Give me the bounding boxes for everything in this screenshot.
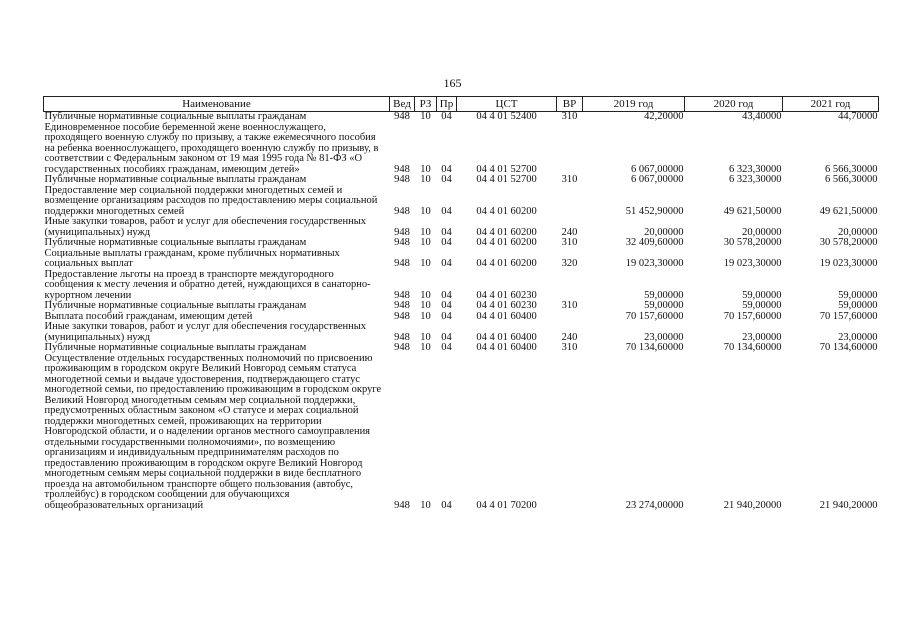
table-row — [44, 322, 879, 343]
row-rz: 10 — [420, 331, 431, 343]
row-name: Социальные выплаты гражданам, кроме публичных нормативных социальных выплат — [44, 247, 340, 269]
table-row — [44, 343, 879, 354]
column-header-pr: Пр — [437, 97, 457, 112]
table-row — [44, 186, 879, 218]
row-2020: 59,00000 — [742, 300, 782, 311]
row-pr: 04 — [441, 163, 452, 175]
row-vr — [557, 312, 583, 323]
row-cst: 04 4 01 52700 — [476, 163, 537, 175]
table-body — [44, 112, 879, 512]
column-header-name: Наименование — [44, 97, 390, 112]
row-name: Публичные нормативные социальные выплаты гражданам — [44, 237, 307, 248]
table-row — [44, 354, 879, 512]
row-2020: 23,00000 — [742, 331, 782, 343]
table-header-row — [44, 97, 879, 112]
row-pr: 04 — [441, 226, 452, 238]
row-2020: 6 323,30000 — [729, 174, 782, 185]
row-vr: 310 — [561, 342, 578, 353]
row-cst: 04 4 01 60200 — [476, 237, 537, 248]
row-2021: 21 940,20000 — [819, 499, 878, 511]
row-vr: 240 — [561, 331, 578, 343]
column-header-2021: 2021 год — [783, 97, 879, 112]
table-row — [44, 238, 879, 249]
table-row — [44, 249, 879, 270]
table-row — [44, 217, 879, 238]
row-2021: 59,00000 — [838, 289, 878, 301]
table-row — [44, 175, 879, 186]
column-header-2020: 2020 год — [685, 97, 783, 112]
row-2019: 42,20000 — [644, 111, 684, 122]
table-row — [44, 301, 879, 312]
row-ved: 948 — [394, 342, 410, 353]
row-vr — [557, 354, 583, 512]
row-name: Публичные нормативные социальные выплаты гражданам — [44, 342, 307, 353]
row-cst: 04 4 01 60400 — [476, 342, 537, 353]
row-pr: 04 — [441, 237, 452, 248]
row-cst: 04 4 01 60200 — [476, 226, 537, 238]
row-vr: 240 — [561, 226, 578, 238]
row-2020: 70 157,60000 — [723, 310, 782, 322]
row-2019: 6 067,00000 — [631, 163, 684, 175]
table-row — [44, 123, 879, 176]
row-cst: 04 4 01 52700 — [476, 174, 537, 185]
row-2020: 59,00000 — [742, 289, 782, 301]
row-pr: 04 — [441, 111, 452, 122]
row-name: Осуществление отдельных государственных полномочий по присвоению проживающим в городском округе Великий Новгород семьям статуса многодетной семьи и выдаче удостоверения, подтверждающего статус многодетной семьи, по предоставлению проживающим в городском округе Великий Новгород многодетным семьям мер социальной поддержки, предусмотренных областным законом «О статусе и мерах социальной поддержки многодетных семей, проживающих на территории Новгородской области, и о наделении органов местного самоуправления отдельными государственными полномочиями», по возмещению организациям и индивидуальным предпринимателям расходов по предоставлению проживающим в городском округе Великий Новгород многодетным семьям меры социальной поддержки в виде бесплатного проезда на автомобильном транспорте общего пользования (автобус, троллейбус) в городском сообщении для обучающихся общеобразовательных организаций — [44, 352, 382, 511]
row-2020: 49 621,50000 — [723, 205, 782, 217]
row-2021: 19 023,30000 — [819, 258, 878, 269]
row-rz: 10 — [420, 310, 431, 322]
row-2020: 30 578,20000 — [723, 237, 782, 248]
table-row — [44, 112, 879, 123]
row-cst: 04 4 01 60230 — [476, 300, 537, 311]
row-name: Выплата пособий гражданам, имеющим детей — [44, 310, 253, 322]
row-rz: 10 — [420, 237, 431, 248]
row-ved: 948 — [394, 163, 410, 175]
row-vr: 310 — [561, 174, 578, 185]
table-row — [44, 270, 879, 302]
row-ved: 948 — [394, 258, 410, 269]
row-rz: 10 — [420, 258, 431, 269]
row-2019: 51 452,90000 — [625, 205, 684, 217]
row-2020: 70 134,60000 — [723, 342, 782, 353]
row-vr: 310 — [561, 237, 578, 248]
row-pr: 04 — [441, 499, 452, 511]
row-ved: 948 — [394, 289, 410, 301]
row-rz: 10 — [420, 499, 431, 511]
row-cst: 04 4 01 52400 — [476, 111, 537, 122]
row-pr: 04 — [441, 174, 452, 185]
row-2020: 20,00000 — [742, 226, 782, 238]
row-2019: 23,00000 — [644, 331, 684, 343]
row-name: Публичные нормативные социальные выплаты гражданам — [44, 300, 307, 311]
row-2020: 43,40000 — [742, 111, 782, 122]
row-2021: 49 621,50000 — [819, 205, 878, 217]
row-name: Иные закупки товаров, работ и услуг для обеспечения государственных (муниципальных) нужд — [44, 216, 367, 238]
row-2021: 23,00000 — [838, 331, 878, 343]
row-2020: 6 323,30000 — [729, 163, 782, 175]
row-ved: 948 — [394, 174, 410, 185]
row-ved: 948 — [394, 331, 410, 343]
row-vr — [557, 123, 583, 176]
column-header-cst: ЦСТ — [457, 97, 557, 112]
row-pr: 04 — [441, 258, 452, 269]
row-cst: 04 4 01 60200 — [476, 258, 537, 269]
row-2021: 6 566,30000 — [825, 163, 878, 175]
row-cst: 04 4 01 60400 — [476, 331, 537, 343]
row-rz: 10 — [420, 163, 431, 175]
row-2021: 59,00000 — [838, 300, 878, 311]
row-2020: 19 023,30000 — [723, 258, 782, 269]
row-2019: 23 274,00000 — [625, 499, 684, 511]
row-name: Иные закупки товаров, работ и услуг для обеспечения государственных (муниципальных) нужд — [44, 321, 367, 343]
row-pr: 04 — [441, 331, 452, 343]
row-rz: 10 — [420, 226, 431, 238]
row-2019: 32 409,60000 — [625, 237, 684, 248]
row-2019: 20,00000 — [644, 226, 684, 238]
row-ved: 948 — [394, 499, 410, 511]
column-header-vr: ВР — [557, 97, 583, 112]
row-pr: 04 — [441, 205, 452, 217]
row-2020: 21 940,20000 — [723, 499, 782, 511]
column-header-2019: 2019 год — [583, 97, 685, 112]
row-rz: 10 — [420, 342, 431, 353]
row-rz: 10 — [420, 111, 431, 122]
row-pr: 04 — [441, 310, 452, 322]
row-name: Публичные нормативные социальные выплаты гражданам — [44, 174, 307, 185]
row-2019: 6 067,00000 — [631, 174, 684, 185]
row-pr: 04 — [441, 300, 452, 311]
row-pr: 04 — [441, 289, 452, 301]
row-2019: 59,00000 — [644, 289, 684, 301]
row-vr — [557, 186, 583, 218]
row-cst: 04 4 01 60400 — [476, 310, 537, 322]
row-cst: 04 4 01 60230 — [476, 289, 537, 301]
row-2021: 30 578,20000 — [819, 237, 878, 248]
row-ved: 948 — [394, 226, 410, 238]
row-2021: 44,70000 — [838, 111, 878, 122]
row-2019: 59,00000 — [644, 300, 684, 311]
column-header-rz: РЗ — [415, 97, 437, 112]
row-rz: 10 — [420, 174, 431, 185]
row-name: Единовременное пособие беременной жене военнослужащего, проходящего военную службу по призыву, а также ежемесячного пособия на ребенка военнослужащего, проходящего военную службу по призыву, в соответствии с Федеральным законом от 19 мая 1995 года № 81-ФЗ «О государственных пособиях гражданам, имеющим детей» — [44, 121, 379, 175]
budget-table — [43, 96, 879, 511]
row-ved: 948 — [394, 310, 410, 322]
row-rz: 10 — [420, 300, 431, 311]
row-vr: 310 — [561, 111, 578, 122]
column-header-ved: Вед — [390, 97, 415, 112]
row-pr: 04 — [441, 342, 452, 353]
row-2021: 70 134,60000 — [819, 342, 878, 353]
row-2019: 70 157,60000 — [625, 310, 684, 322]
row-ved: 948 — [394, 205, 410, 217]
row-ved: 948 — [394, 237, 410, 248]
row-vr — [557, 270, 583, 302]
row-2021: 6 566,30000 — [825, 174, 878, 185]
row-ved: 948 — [394, 111, 410, 122]
row-cst: 04 4 01 70200 — [476, 499, 537, 511]
row-2019: 70 134,60000 — [625, 342, 684, 353]
row-2021: 70 157,60000 — [819, 310, 878, 322]
row-rz: 10 — [420, 205, 431, 217]
row-ved: 948 — [394, 300, 410, 311]
row-name: Предоставление льготы на проезд в транспорте междугородного сообщения к месту лечения и обратно детей, нуждающихся в санаторно-курортном лечении — [44, 268, 371, 301]
row-2019: 19 023,30000 — [625, 258, 684, 269]
row-name: Публичные нормативные социальные выплаты гражданам — [44, 111, 307, 122]
row-cst: 04 4 01 60200 — [476, 205, 537, 217]
row-rz: 10 — [420, 289, 431, 301]
row-name: Предоставление мер социальной поддержки многодетных семей и возмещение организациям расходов по предоставлению меры социальной поддержки многодетных семей — [44, 184, 378, 217]
row-vr: 320 — [561, 258, 578, 269]
row-vr: 310 — [561, 300, 578, 311]
row-2021: 20,00000 — [838, 226, 878, 238]
page-number: 165 — [443, 76, 462, 90]
